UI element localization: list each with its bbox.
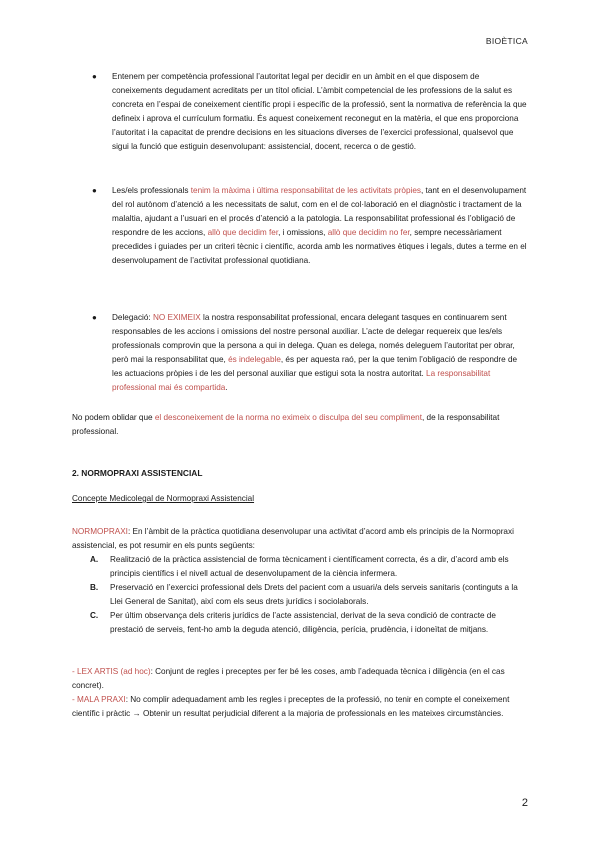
bullet-dot-icon: ● [92, 186, 97, 195]
section-heading: 2. NORMOPRAXI ASSISTENCIAL [72, 468, 203, 478]
highlight-text: allò que decidim no fer [327, 228, 410, 237]
bullet-dot-icon: ● [92, 313, 97, 322]
highlight-text: allò que decidim fer [207, 228, 279, 237]
list-letter: B. [90, 583, 99, 592]
paragraph-text: No podem oblidar que [72, 413, 155, 422]
highlight-text: La responsabilitat professional mai és compartida [112, 369, 491, 392]
lex-artis-definition [72, 665, 528, 693]
list-letter: A. [90, 555, 99, 564]
list-item [90, 609, 530, 637]
page-header: BIOÈTICA [485, 36, 528, 46]
bullet-text: Les/els professionals [112, 186, 191, 195]
highlight-text: és indelegable [228, 355, 281, 364]
bullet-text: la nostra responsabilitat professional, encara delegant tasques en continuarem sent responsables de les accions i omissions del nostre personal auxiliar. L’acte de delegar requereix que les/els professionals comprovin que la persona a qui in delega. Quan es delega, només deleguem l’autoritat per obrar, però mai la responsabilitat que, [112, 313, 515, 364]
bullet-competence [92, 70, 528, 154]
definitions-block [72, 665, 528, 721]
list-letter: C. [90, 611, 99, 620]
bullet-text: Delegació: [112, 313, 153, 322]
term-label: - LEX ARTIS (ad hoc) [72, 667, 151, 676]
normopraxi-intro [72, 525, 528, 553]
highlight-text: el desconeixement de la norma no eximeix o disculpa del seu compliment [154, 413, 422, 422]
normopraxi-list [90, 553, 530, 637]
bullet-delegation [92, 311, 528, 395]
list-item-text: Per últim observança dels criteris jurídics de l’acte assistencial, derivat de la seva condició de contracte de prestació de serveis, fent-ho amb la deguda atenció, diligència, perícia, prudència, i idoneïtat de mitjans. [110, 611, 496, 634]
subsection-heading: Concepte Medicolegal de Normopraxi Assistencial [72, 494, 255, 503]
bullet-responsibility [92, 184, 528, 268]
definition-text: : Conjunt de regles i preceptes per fer bé les coses, amb l’adequada tècnica i diligència (en el cas concret). [72, 667, 505, 690]
bullet-text: , tant en el desenvolupament del rol autònom d’atenció a les necessitats de salut, com en el de col·laboració en el diagnòstic i tractament de la malaltia, ajudant a l’usuari en el procés d’atenció a la patologia. La responsabilitat professional és l’obligació de respondre de les accions, [112, 186, 527, 237]
bullet-text: , i omissions, [278, 228, 328, 237]
bullet-text: . [225, 383, 228, 392]
paragraph-text: : En l’àmbit de la pràctica quotidiana desenvolupar una activitat d’acord amb els principis de la Normopraxi assistencial, es pot resumir en els punts següents: [72, 527, 514, 550]
bullet-text: Entenem per competència professional l’autoritat legal per decidir en un àmbit en el que disposem de coneixements degudament acreditats per un títol oficial. L’àmbit competencial de les professions de la salut es concreta en l’espai de coneixement científic propi i específic de la professió, sent la normativa de referència la que defineix i aprova el currículum formatiu. És aquest coneixement reconegut en la matèria, el que ens proporciona l’autoritat i la capacitat de prendre decisions en les situacions diverses de l’exercici professional, qualsevol que sigui la funció que estiguin desenvolupant: assistencial, docent, recerca o de gestió. [112, 72, 527, 151]
mala-praxi-definition [72, 693, 528, 721]
paragraph-text: , de la responsabilitat professional. [72, 413, 500, 436]
definition-text: : No complir adequadament amb les regles i preceptes de la professió, no tenir en compte el coneixement científic i pràctic → Obtenir un resultat perjudicial diferent a la majoria de professionals en les mateixes circumstàncies. [72, 695, 510, 718]
term-label: - MALA PRAXI [72, 695, 126, 704]
list-item [90, 553, 530, 581]
list-item-text: Preservació en l’exercici professional dels Drets del pacient com a usuari/a dels serveis sanitaris (continguts a la Llei General de Sanitat), així com els seus drets jurídics i sociolaborals. [110, 583, 518, 606]
bullet-text: , és per aquesta raó, per la que tenim l’obligació de respondre de les actuacions pròpies i de les del personal auxiliar que estigui sota la nostra autoritat. [112, 355, 518, 378]
bullet-text: , sempre necessàriament precedides i guiades per un criteri tècnic i científic, acorda amb les normatives ètiques i legals, dutes a terme en el desenvolupament de l’activitat professional quotidiana. [112, 228, 527, 265]
page-number: 2 [521, 797, 528, 809]
list-item-text: Realització de la pràctica assistencial de forma tècnicament i científicament correcta, és a dir, d’acord amb els principis científics i el nivell actual de desenvolupament de la ciència infermera. [110, 555, 509, 578]
bullet-dot-icon: ● [92, 72, 97, 81]
highlight-text: tenim la màxima i última responsabilitat de les activitats pròpies [190, 186, 421, 195]
list-item [90, 581, 530, 609]
closing-paragraph [72, 411, 528, 439]
highlight-text: NO EXIMEIX [152, 313, 201, 322]
term-label: NORMOPRAXI [72, 527, 128, 536]
